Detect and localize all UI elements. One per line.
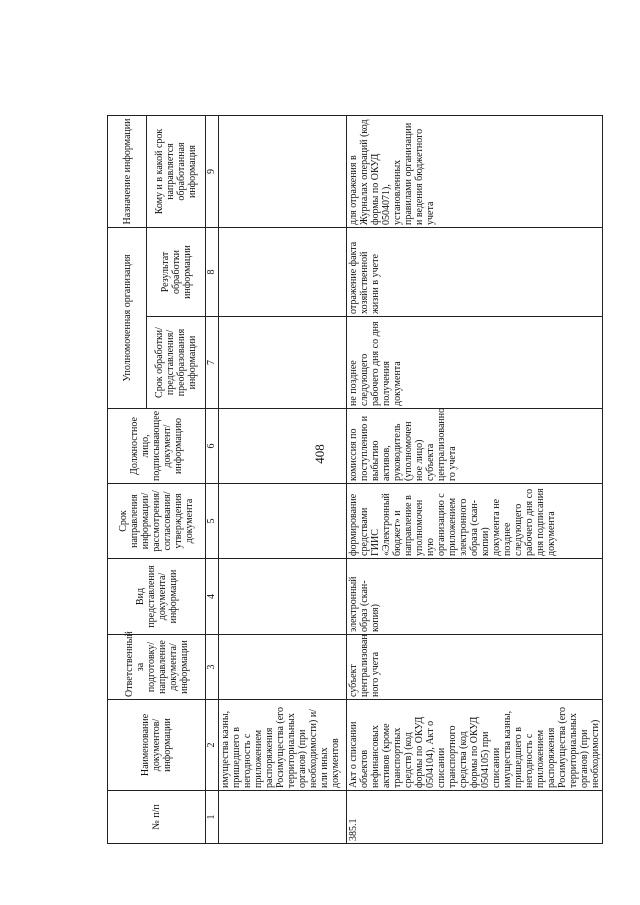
cell-responsible: субъект централизован ного учета: [347, 635, 603, 700]
column-number: 3: [206, 635, 219, 700]
column-number: 1: [206, 791, 219, 844]
column-number: 9: [206, 115, 219, 227]
header-name: Наименование документов/ информации: [108, 700, 206, 791]
cell-processing-time: [219, 317, 347, 409]
cell-deadline: формирование средствами ГИИС «Электронный бюджет» и направление в уполномочен ную организацию с приложением электронного образа (скан-копии) документа не позднее следующего рабочего дня со дня подписания документа: [347, 484, 603, 559]
header-form: Вид представления документа/ информации: [108, 559, 206, 635]
rotated-table-container: [107, 116, 640, 844]
cell-responsible: [219, 635, 347, 700]
column-number: 2: [206, 700, 219, 791]
header-result: Результат обработки информации: [147, 227, 206, 316]
column-number: 7: [206, 317, 219, 409]
header-recipient: Кому и в какой срок направляется обработанная информация: [147, 115, 206, 227]
table-row-385-1: [347, 115, 603, 843]
document-table: [107, 115, 603, 844]
column-number: 6: [206, 409, 219, 484]
header-deadline: Срок направления информации/ рассмотрения/ согласования/ утверждения документа: [108, 484, 206, 559]
header-signer: Должностное лицо, подписывающее документ/ информацию: [108, 409, 206, 484]
cell-signer: [219, 409, 347, 484]
header-row-1: [108, 115, 147, 843]
column-number: 4: [206, 559, 219, 635]
cell-num: 385.1: [347, 791, 603, 844]
column-number: 5: [206, 484, 219, 559]
cell-form: [219, 559, 347, 635]
cell-name: имущества казны, пришедшего в негодность с приложением распоряжения Росимущества (его территориальных органов) (при необходимости) и/или иных документов: [219, 700, 347, 791]
cell-name: Акт о списании объектов нефинансовых активов (кроме транспортных средств) (код формы по ОКУД 0504104), Акт о списании транспортного средства (код формы по ОКУД 0504105) при списании имущества казны, пришедшего в негодность с приложением распоряжения Росимущества (его территориальных органов) (при необходимости): [347, 700, 603, 791]
column-number-row: [206, 115, 219, 843]
page-number: 408: [312, 444, 327, 464]
cell-recipient: для отражения в Журналах операций (код формы по ОКУД 0504071), установленных правилами организации и ведения бюджетного учета: [347, 115, 603, 227]
header-group-purpose: Назначение информации: [108, 115, 147, 227]
cell-form: электронный образ (скан-копия): [347, 559, 603, 635]
header-group-authorized: Уполномоченная организация: [108, 227, 147, 408]
cell-processing-time: не позднее следующего рабочего дня со дня получения документа: [347, 317, 603, 409]
header-num: № п/п: [108, 791, 206, 844]
cell-recipient: [219, 115, 347, 227]
cell-deadline: [219, 484, 347, 559]
cell-result: отражение факта хозяйственной жизни в учете: [347, 227, 603, 316]
column-number: 8: [206, 227, 219, 316]
cell-num: [219, 791, 347, 844]
cell-result: [219, 227, 347, 316]
header-responsible: Ответственный за подготовку/ направление документа/ информации: [108, 635, 206, 700]
cell-signer: комиссия по поступлению и выбытию активов, руководитель (уполномочен ное лицо) субъекта централизованно го учета: [347, 409, 603, 484]
header-processing-time: Срок обработки/ представления/ преобразования информации: [147, 317, 206, 409]
table-row-continuation: [219, 115, 347, 843]
